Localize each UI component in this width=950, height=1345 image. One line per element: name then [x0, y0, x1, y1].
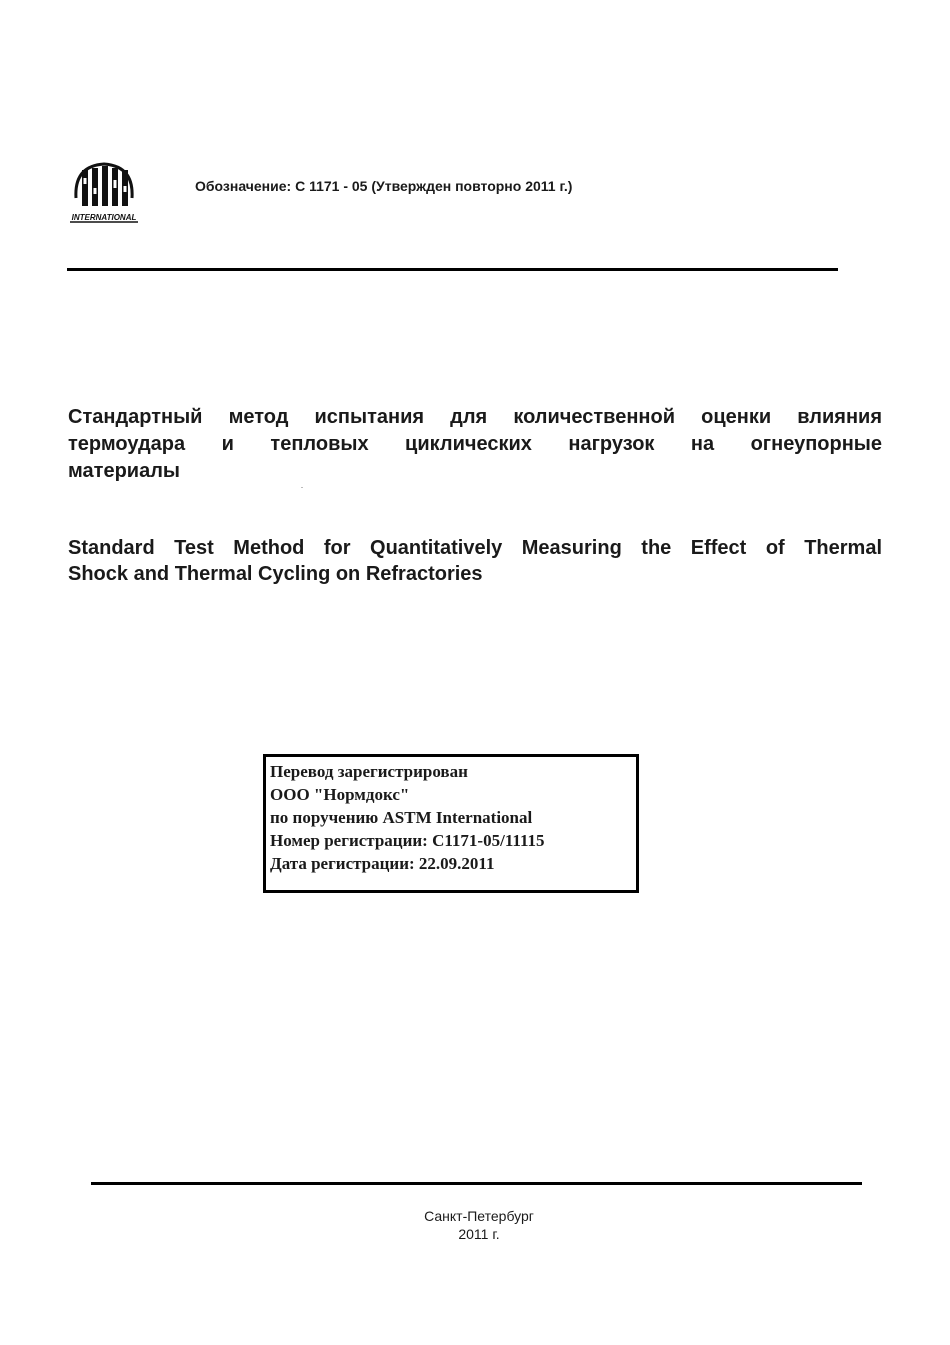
registration-line: по поручению ASTM International: [270, 808, 533, 827]
scan-speck: [301, 487, 303, 488]
document-designation: Обозначение: C 1171 - 05 (Утвержден повторно 2011 г.): [195, 178, 573, 194]
footer-divider: [91, 1182, 862, 1185]
title-russian-line: Стандартный метод испытания для количественной оценки влияния: [68, 406, 882, 428]
footer-year: 2011 г.: [458, 1226, 500, 1242]
registration-stamp: [263, 754, 639, 893]
header-divider: [67, 268, 838, 271]
registration-line: Номер регистрации: C1171-05/11115: [270, 831, 545, 850]
footer-city: Санкт-Петербург: [424, 1208, 534, 1224]
title-russian-line: материалы: [68, 460, 180, 482]
registration-line: Дата регистрации: 22.09.2011: [270, 854, 495, 873]
title-english-line: Shock and Thermal Cycling on Refractories: [68, 563, 483, 585]
title-russian-line: термоудара и тепловых циклических нагрузок на огнеупорные: [68, 433, 882, 455]
astm-logo: [66, 158, 142, 226]
astm-logo-icon: [66, 158, 142, 226]
title-english-line: Standard Test Method for Quantitatively Measuring the Effect of Thermal: [68, 537, 882, 559]
footer: [0, 1207, 950, 1243]
registration-line: ООО "Нормдокс": [270, 785, 410, 804]
title-english: [68, 535, 882, 587]
logo-subtext: INTERNATIONAL: [71, 213, 137, 222]
title-russian: [68, 404, 882, 485]
registration-line: Перевод зарегистрирован: [270, 762, 468, 781]
